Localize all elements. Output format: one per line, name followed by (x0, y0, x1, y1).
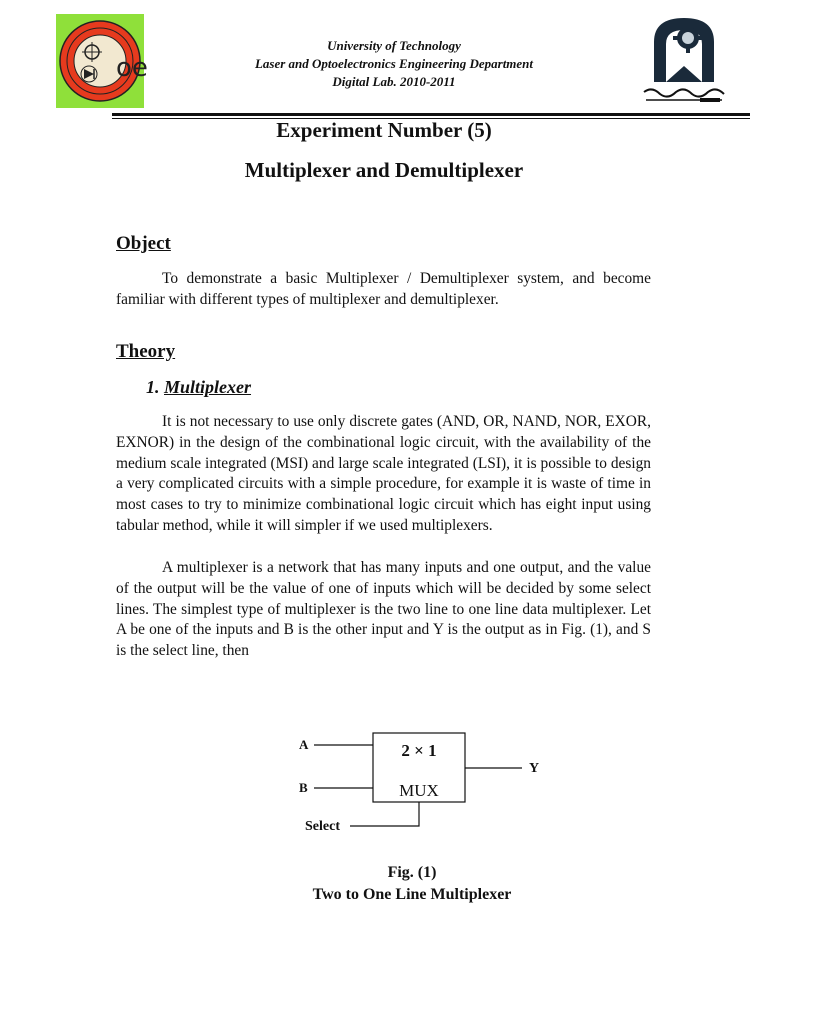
mux-label: MUX (399, 781, 439, 800)
theory-paragraph-1: It is not necessary to use only discrete gates (AND, OR, NAND, NOR, EXOR, EXNOR) in the design of the combinational logic circuit, with the availability of the medium scale integrated (MSI) and large scale integrated (LSI), it is possible to design a very complicated circuits with a simple procedure, for example it is waste of time in most cases to try to minimize combinational logic circuit which has eight input using tabular method, while it will simpler if we used multiplexers. (116, 413, 651, 534)
output-y-label: Y (529, 761, 540, 776)
department-logo (56, 14, 148, 108)
select-line (350, 802, 419, 826)
figure-title: Two to One Line Multiplexer (312, 886, 512, 903)
mux-diagram (290, 728, 550, 838)
object-heading: Object (116, 233, 171, 254)
subheading-label: Multiplexer (164, 377, 252, 397)
figure-number: Fig. (1) (387, 864, 437, 881)
experiment-number: Experiment Number (5) (276, 118, 492, 142)
select-label: Select (305, 819, 340, 834)
document-header (180, 37, 608, 91)
university-logo (640, 12, 728, 108)
multiplexer-subheading (146, 377, 251, 398)
mux-size-label: 2 × 1 (401, 741, 437, 760)
university-name: University of Technology (327, 38, 461, 53)
subheading-number: 1. (146, 377, 160, 397)
input-a-label: A (299, 737, 309, 752)
theory-paragraph-2: A multiplexer is a network that has many inputs and one output, and the value of the output will be the value of one of inputs which will be decided by some select lines. The simplest type of multiplexer is the two line to one line data multiplexer. Let A be one of the inputs and B is the other input and Y is the output as in Fig. (1), and S is the select line, then (116, 559, 651, 660)
figure-caption (0, 862, 824, 906)
department-name: Laser and Optoelectronics Engineering Department (254, 56, 534, 71)
experiment-subject: Multiplexer and Demultiplexer (244, 158, 524, 182)
lab-name: Digital Lab. 2010-2011 (332, 74, 456, 89)
input-b-label: B (299, 780, 308, 795)
header-rule-thick (112, 113, 750, 116)
object-text: To demonstrate a basic Multiplexer / Demultiplexer system, and become familiar with different types of multiplexer and demultiplexer. (116, 270, 651, 308)
theory-heading: Theory (116, 341, 176, 362)
oe-logo-lettering: oe (116, 53, 148, 83)
